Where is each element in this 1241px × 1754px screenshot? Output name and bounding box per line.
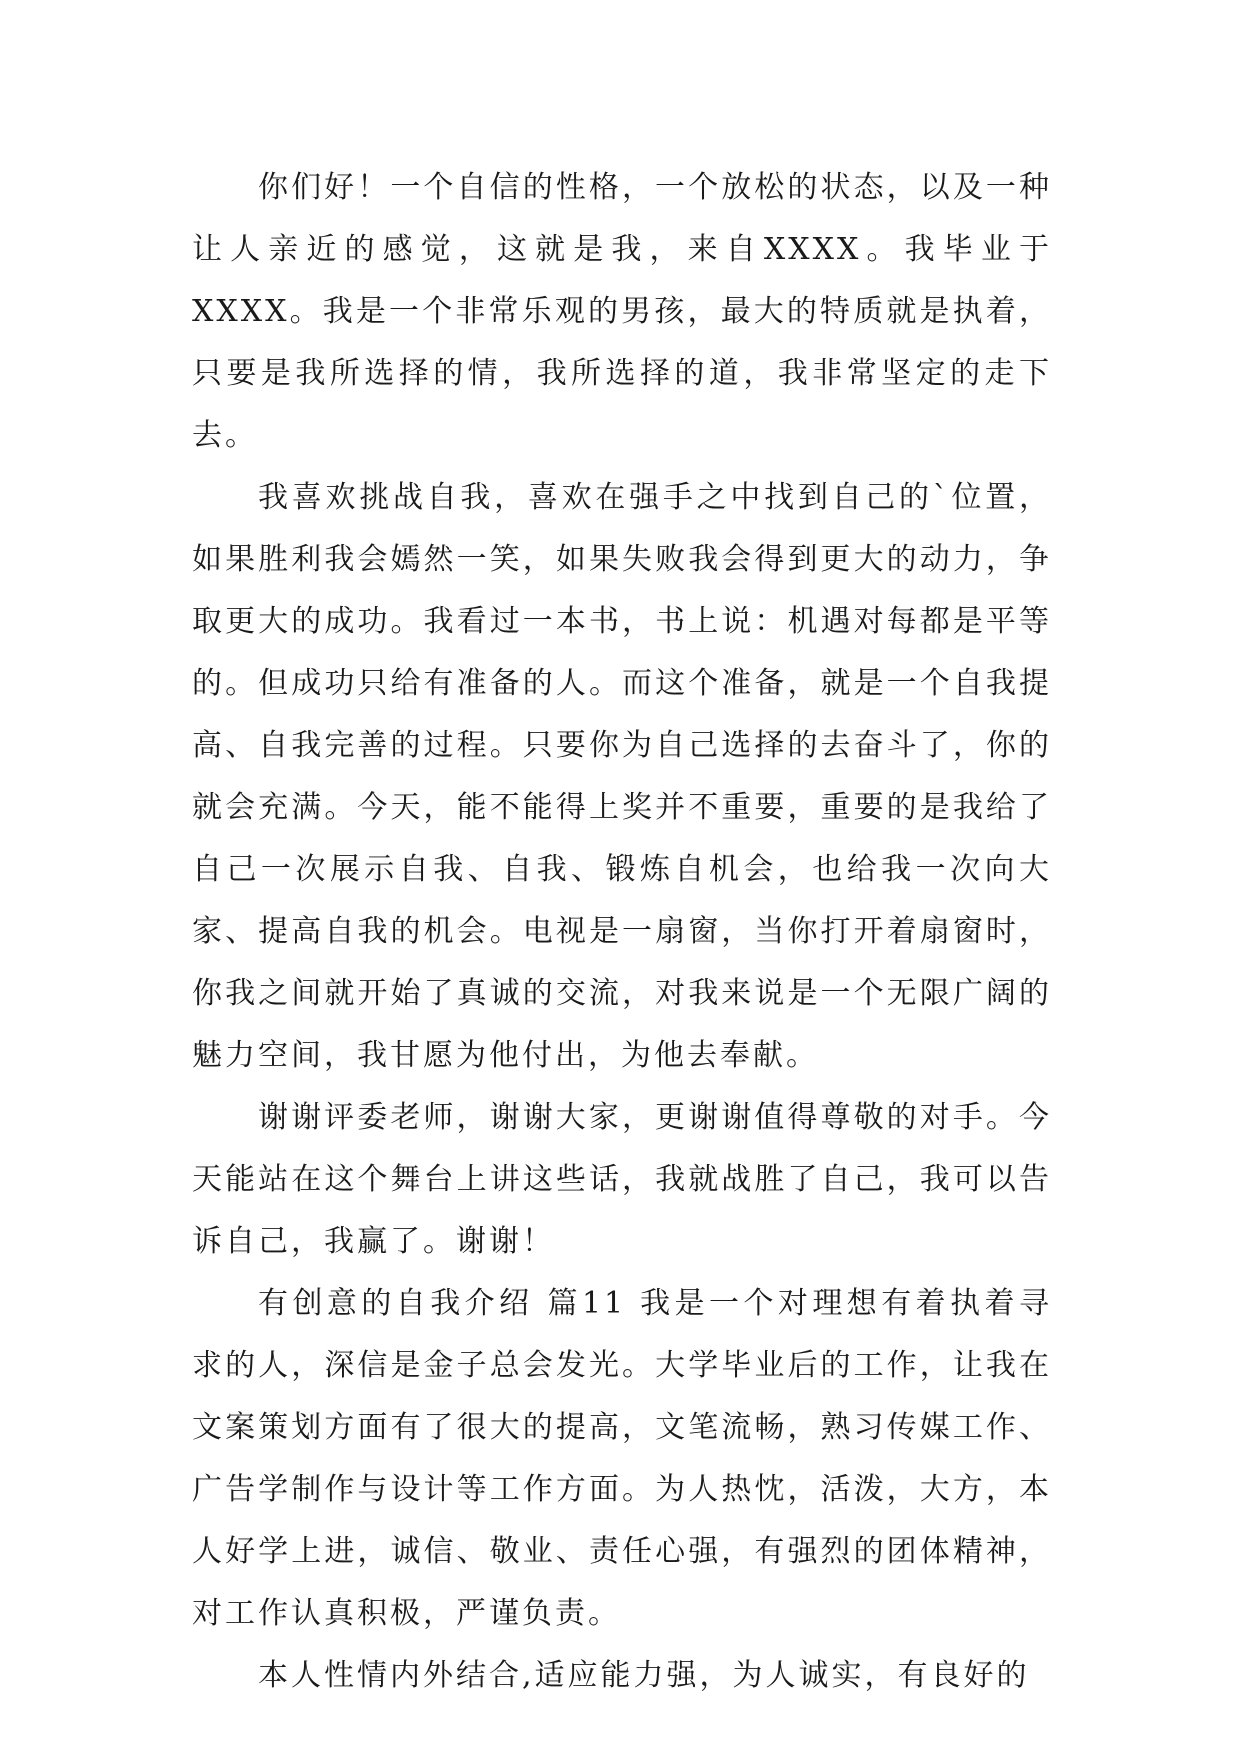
paragraph-thanks: 谢谢评委老师，谢谢大家，更谢谢值得尊敬的对手。今天能站在这个舞台上讲这些话，我就战胜了自己，我可以告诉自己，我赢了。谢谢！ bbox=[192, 1100, 1052, 1259]
document-body bbox=[192, 157, 1052, 1707]
paragraph-personality: 本人性情内外结合,适应能力强，为人诚实，有良好的 bbox=[258, 1658, 1030, 1693]
paragraph-challenge: 我喜欢挑战自我，喜欢在强手之中找到自己的`位置，如果胜利我会嫣然一笑，如果失败我会得到更大的动力，争取更大的成功。我看过一本书，书上说：机遇对每都是平等的。但成功只给有准备的人。而这个准备，就是一个自我提高、自我完善的过程。只要你为自己选择的去奋斗了，你的就会充满。今天，能不能得上奖并不重要，重要的是我给了自己一次展示自我、自我、锻炼自机会，也给我一次向大家、提高自我的机会。电视是一扇窗，当你打开着扇窗时，你我之间就开始了真诚的交流，对我来说是一个无限广阔的魅力空间，我甘愿为他付出，为他去奉献。 bbox=[192, 480, 1052, 1073]
paragraph-intro: 你们好！一个自信的性格，一个放松的状态，以及一种让人亲近的感觉，这就是我，来自XXXX。我毕业于XXXX。我是一个非常乐观的男孩，最大的特质就是执着，只要是我所选择的情，我所选择的道，我非常坚定的走下去。 bbox=[192, 170, 1052, 453]
paragraph-section-11: 有创意的自我介绍 篇11 我是一个对理想有着执着寻求的人，深信是金子总会发光。大学毕业后的工作，让我在文案策划方面有了很大的提高，文笔流畅，熟习传媒工作、广告学制作与设计等工作方面。为人热忱，活泼，大方，本人好学上进，诚信、敬业、责任心强，有强烈的团体精神，对工作认真积极，严谨负责。 bbox=[192, 1286, 1052, 1631]
